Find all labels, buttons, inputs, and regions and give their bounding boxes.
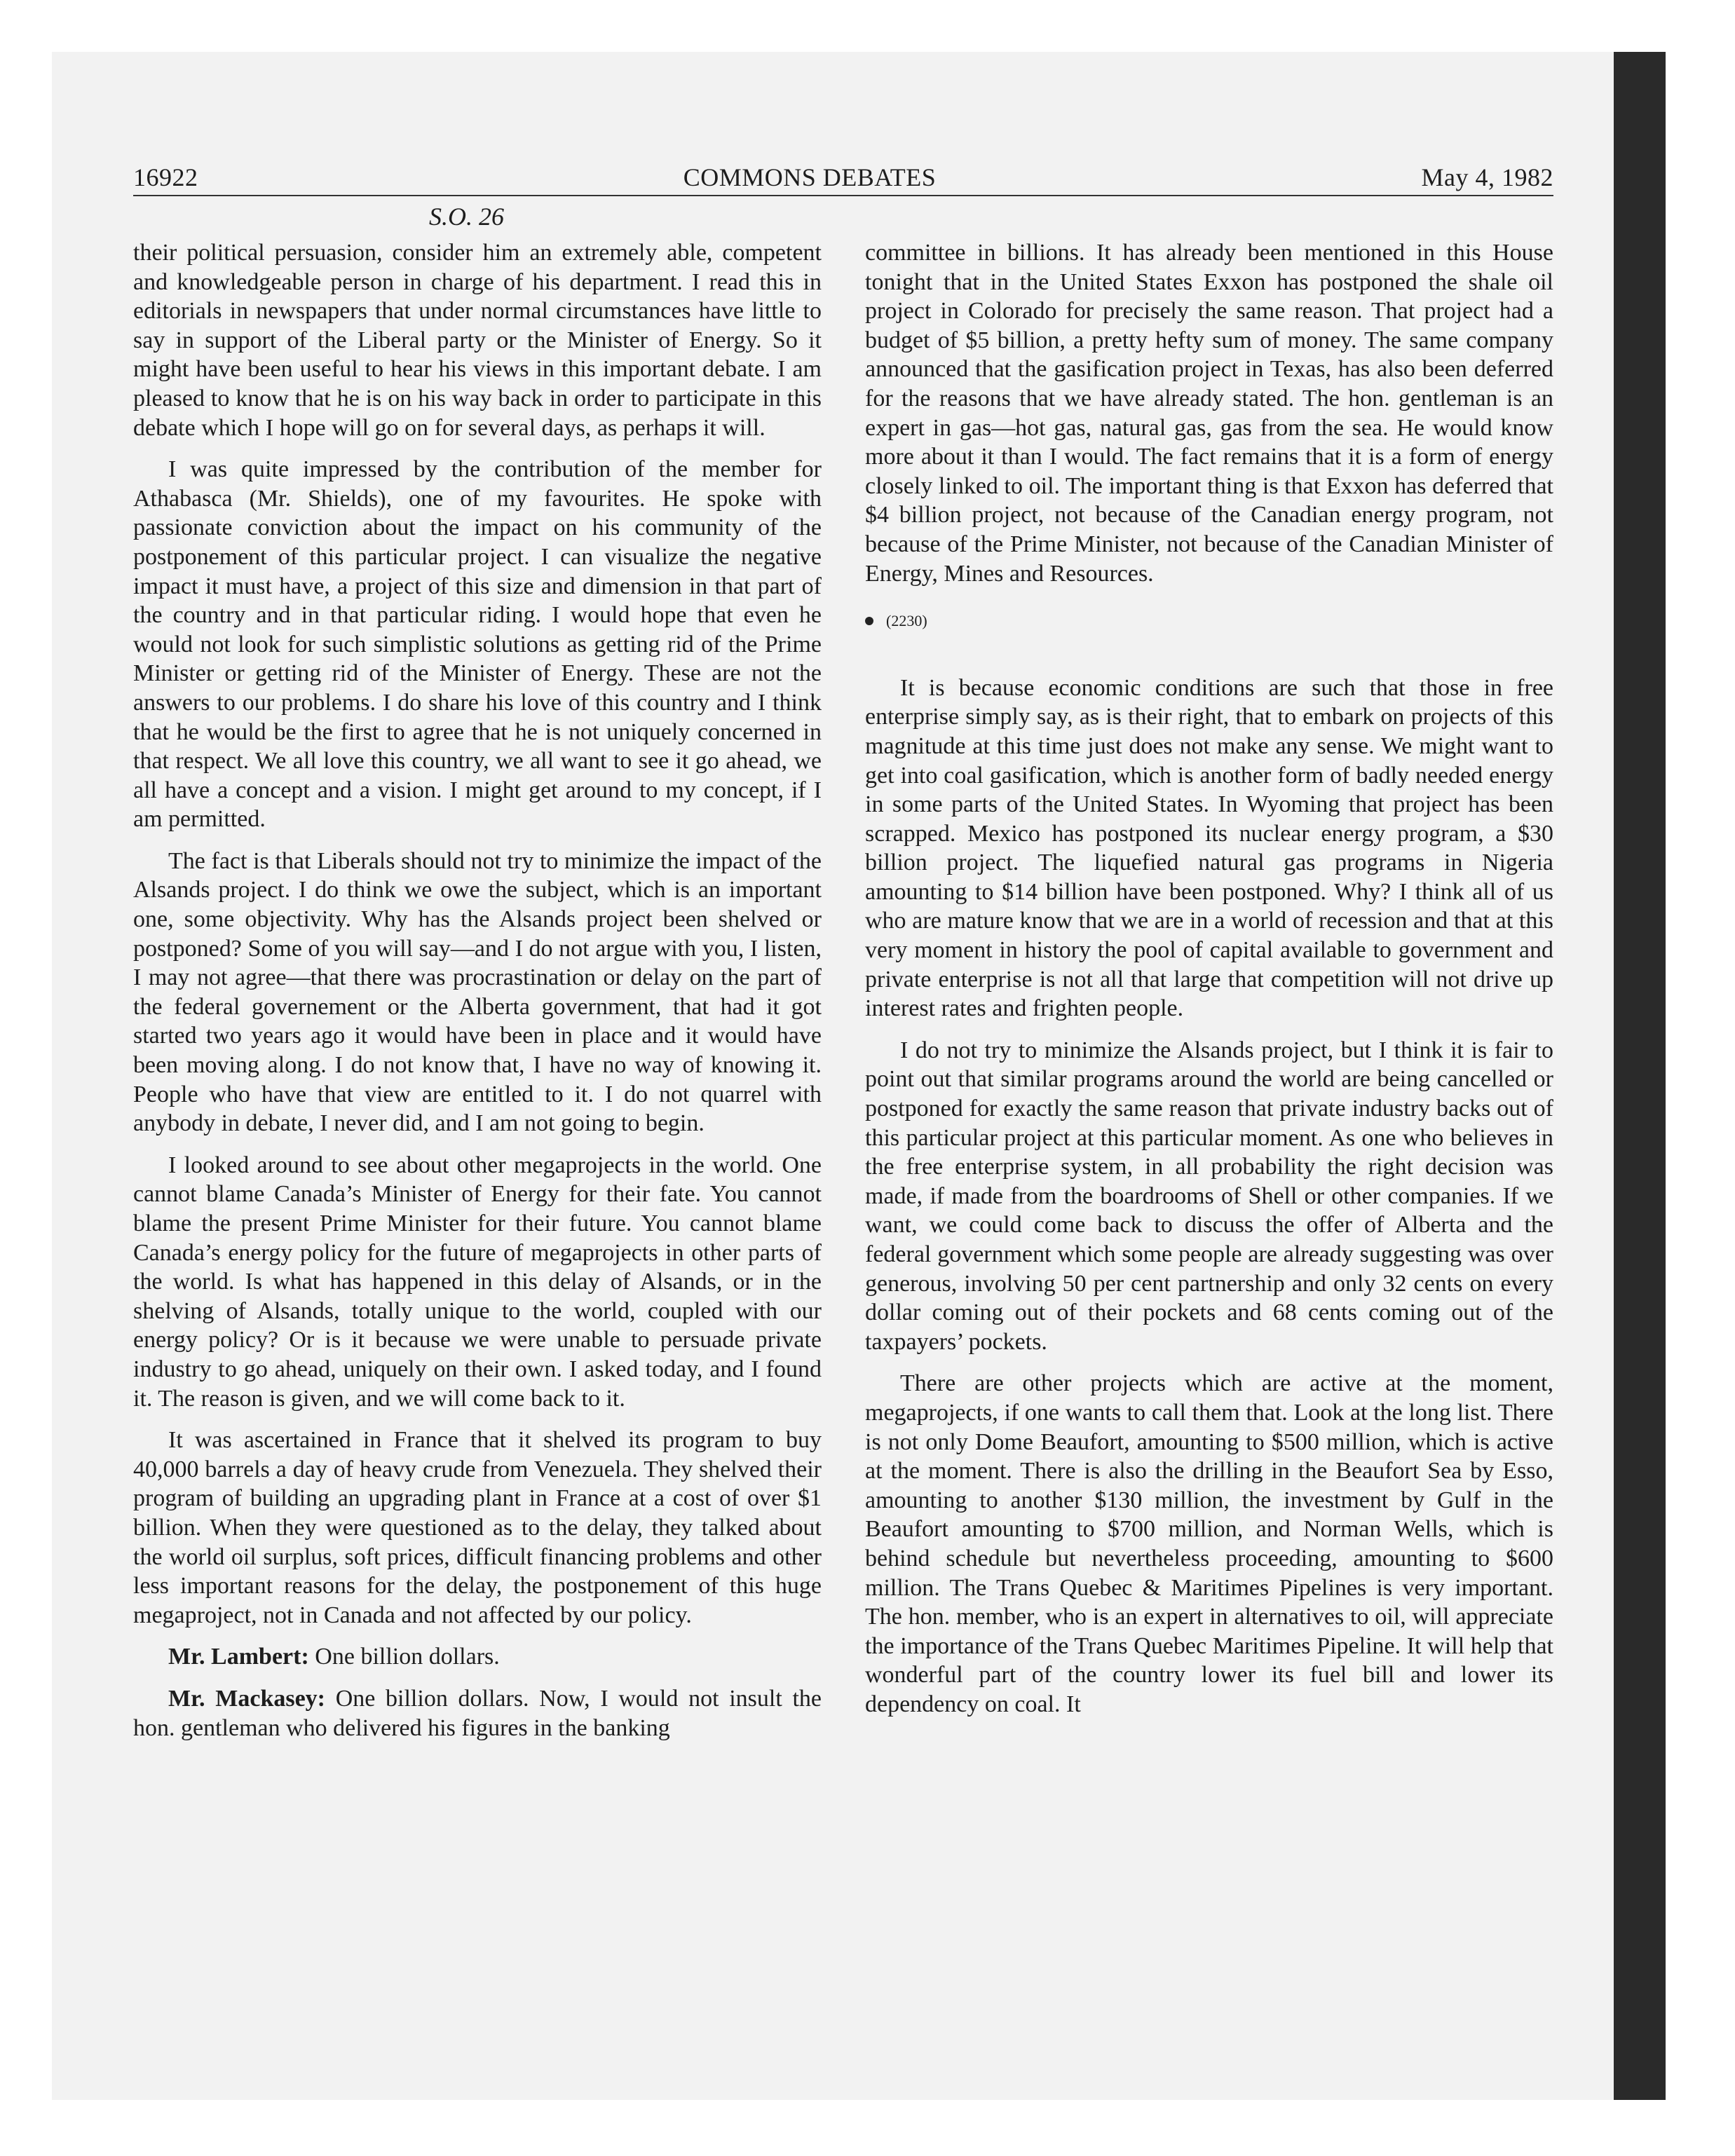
speech-text: One billion dollars. Now, I would not insult the hon. gentleman who delivered his figures in the banking	[133, 1685, 822, 1741]
time-marker	[865, 606, 1553, 636]
document-page	[133, 163, 1553, 1755]
speech-paragraph	[133, 1642, 822, 1672]
speech-paragraph	[133, 1684, 822, 1742]
speaker-name: Mr. Lambert:	[168, 1644, 309, 1670]
paragraph: It is because economic conditions are such that those in free enterprise simply say, as is their right, that to embark on projects of this magnitude at this time just does not make any sense. We might want to get into coal gasification, which is another form of badly needed energy in some parts of the United States. In Wyoming that project has been scrapped. Mexico has postponed its nuclear energy program, a $30 billion project. The liquefied natural gas programs in Nigeria amounting to $14 billion have been postponed. Why? I think all of us who are mature know that we are in a world of recession and that at this very moment in history the pool of capital available to government and private enterprise is not all that large that competition will not drive up interest rates and frighten people.	[865, 674, 1553, 1022]
paragraph: I do not try to minimize the Alsands project, but I think it is fair to point out that similar programs around the world are being cancelled or postponed for exactly the same reason that private industry backs out of this particular project at this particular moment. As one who believes in the free enterprise system, in all probability the right decision was made, if made from the boardrooms of Shell or other companies. If we want, we could come back to discuss the offer of Alberta and the federal government which some people are already suggesting was over generous, involving 50 per cent partnership and only 32 cents on every dollar coming out of their pockets and 68 cents coming out of the taxpayers’ pockets.	[865, 1037, 1553, 1355]
page-number: 16922	[133, 163, 198, 191]
paragraph: It was ascertained in France that it shelved its program to buy 40,000 barrels a day of heavy crude from Venezuela. They shelved their program of building an upgrading plant in France at a cost of over $1 billion. When they were questioned as to the delay, they talked about the world oil surplus, soft prices, difficult financing problems and other less important reasons for the delay, the postponement of this huge megaproject, not in Canada and not affected by our policy.	[133, 1427, 822, 1628]
speaker-name: Mr. Mackasey:	[168, 1685, 325, 1712]
paragraph: I looked around to see about other megaprojects in the world. One cannot blame Canada’s Minister of Energy for their fate. You cannot blame the present Prime Minister for their future. You cannot blame Canada’s energy policy for the future of megaprojects in other parts of the world. Is what has happened in this delay of Alsands, or in the shelving of Alsands, totally unique to the world, coupled with our energy policy? Or is it because we were unable to persuade private industry to go ahead, uniquely on their own. I asked today, and I found it. The reason is given, and we will come back to it.	[133, 1152, 822, 1412]
issue-date: May 4, 1982	[1421, 163, 1553, 191]
paragraph: The fact is that Liberals should not try to minimize the impact of the Alsands project. I do think we owe the subject, which is an important one, some objectivity. Why has the Alsands project been shelved or postponed? Some of you will say—and I do not argue with you, I listen, I may not agree—that there was procrastination or delay on the part of the federal governement or the Alberta government, that had it got started two years ago it would have been in place and it would have been moving along. I do not know that, I have no way of knowing it. People who have that view are entitled to it. I do not quarrel with anybody in debate, I never did, and I am not going to begin.	[133, 847, 822, 1137]
left-column	[133, 238, 822, 1755]
speech-text: One billion dollars.	[315, 1644, 500, 1670]
scan-edge-bar	[1614, 52, 1666, 2100]
journal-title: COMMONS DEBATES	[683, 163, 937, 191]
text-columns	[133, 238, 1553, 1755]
paragraph: There are other projects which are active at the moment, megaprojects, if one wants to call them that. Look at the long list. There is not only Dome Beaufort, amounting to $500 million, which is active at the moment. There is also the drilling in the Beaufort Sea by Esso, amounting to another $130 million, the investment by Gulf in the Beaufort amounting to $700 million, and Norman Wells, which is behind schedule but nevertheless proceeding, amounting to $600 million. The Trans Quebec & Maritimes Pipelines is very important. The hon. member, who is an expert in alternatives to oil, will appreciate the importance of the Trans Quebec Maritimes Pipeline. It will help that wonderful part of the country lower its fuel bill and lower its dependency on coal. It	[865, 1370, 1553, 1717]
paragraph: I was quite impressed by the contribution of the member for Athabasca (Mr. Shields), one of my favourites. He spoke with passionate conviction about the impact on his community of the postponement of this particular project. I can visualize the negative impact it must have, a project of this size and dimension in that part of the country and in that particular riding. I would hope that even he would not look for such simplistic solutions as getting rid of the Prime Minister or getting rid of the Minister of Energy. These are not the answers to our problems. I do share his love of this country and I think that he would be the first to agree that he is not uniquely concerned in that respect. We all love this country, we all want to see it go ahead, we all have a concept and a vision. I might get around to my concept, if I am permitted.	[133, 456, 822, 833]
right-column	[865, 238, 1553, 1755]
bullet-dot-icon	[865, 617, 873, 625]
paragraph: their political persuasion, consider him an extremely able, competent and knowledgeable person in charge of his department. I read this in editorials in newspapers that under normal circumstances have little to say in support of the Liberal party or the Minister of Energy. So it might have been useful to hear his views in this important debate. I am pleased to know that he is on his way back in order to participate in this debate which I hope will go on for several days, as perhaps it will.	[133, 240, 822, 441]
running-header	[133, 163, 1553, 196]
paragraph: committee in billions. It has already been mentioned in this House tonight that in the United States Exxon has postponed the shale oil project in Colorado for precisely the same reason. That project had a budget of $5 billion, a pretty hefty sum of money. The same company announced that the gasification project in Texas, has also been deferred for the reasons that we have already stated. The hon. gentleman is an expert in gas—hot gas, natural gas, gas from the sea. He would know more about it than I would. The fact remains that it is a form of energy closely linked to oil. The important thing is that Exxon has deferred that $4 billion project, not because of the Canadian energy program, not because of the Prime Minister, not because of the Canadian Minister of Energy, Mines and Resources.	[865, 240, 1553, 587]
standing-order-label: S.O. 26	[429, 203, 504, 231]
time-marker-text: (2230)	[886, 612, 927, 630]
